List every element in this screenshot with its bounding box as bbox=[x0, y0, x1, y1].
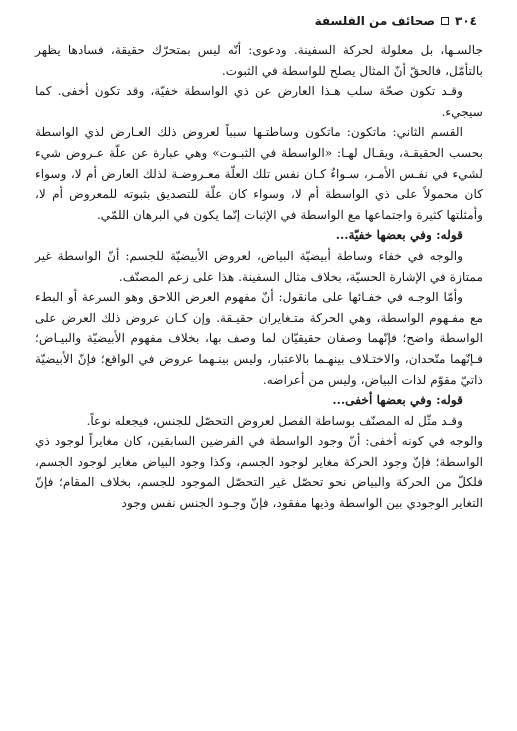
paragraph: وأمّا الوجـه في خفـائها على مانقول: أنّ مفهوم العرض اللاحق وهو السرعة أو البطء مع مفـهوم الواسطة، وهي الحركة متـغايران حقيـقة. وإن كـان عروض ذلك العرض على الواسطة واضح؛ فإنّهما وصفان حقيقيّان لما وصف بها، بخلاف مفهوم الأبيضيّة والبيـاض؛ فـإنّهما متّحدان، والاختـلاف بينهـما بالاعتبار، وليس بينـهما عروض في الواقع؛ فإنّ الأبيضيّة ذاتيّ مقوّم لذات البياض، وليس من أعراضه. bbox=[35, 290, 483, 387]
quote-heading: قوله: وفي بعضها خفيّة... bbox=[335, 228, 463, 243]
paragraph: جالسـها، بل معلولة لحركة السفينة. ودعوى: أنّه ليس بمتحرّك حقيقة، فسادها يظهر بالتأمّل، فالحقّ أنّ المثال يصلح للواسطة في الثبوت. bbox=[35, 43, 483, 78]
paragraph: وقـد تكون صحّة سلب هـذا العارض عن ذي الواسطة خفيّة، وقد تكون أخفى. كما سيجيء. bbox=[35, 84, 483, 119]
page-body bbox=[35, 40, 483, 514]
paragraph: والوجه في خفاء وساطة أبيضيّة البياض، لعروض الأبيضيّة للجسم: أنّ الواسطة غير ممتازة في الإشارة الحسيّة، بخلاف مثال السفينة. هذا على زعم المصنّف. bbox=[35, 248, 483, 284]
page-number: ٣٠٤ bbox=[455, 14, 477, 28]
quote-heading: قوله: وفي بعضها أخفى... bbox=[332, 393, 463, 408]
paragraph: والوجه في كونه أخفى: أنّ وجود الواسطة في الفرضين السابقين، كان مغايراً لوجود ذي الواسطة؛ فإنّ وجود الحركة مغاير لوجود الجسم، وكذا وجود البياض مغاير لوجود الجسم، فلكلّ من الحركة والبياض نحو تحصّل غير التحصّل الموجود للجسم، بخلاف المقام؛ فإنّ التغاير الوجودي بين الواسطة وذيها مفقود، فإنّ وجـود الجنس نفس وجود bbox=[35, 434, 483, 511]
page-header bbox=[315, 14, 477, 28]
paragraph: القسم الثاني: ماتكون: ماتكون وساطتـها سبباً لعروض ذلك العـارض لذي الواسطة بحسب الحقيقـة، ويقـال لهـا: «الواسطة في الثبـوت» وهي عبارة عن علّة عـروض شيء لشيء في نفـس الأمـر، سـواءٌ كـان نفس تلك العلّة معـروضـة لذلك العارض أم لا، وسواء كان محمولاً على ذي الواسطة أم لا، وسواء كان علّة للتصديق بثبوته للمعروض أم لا، وأمثلتها كثيرة واجتماعها مع الواسطة في الإثبات إنّما يكون في البرهان اللمّي. bbox=[35, 125, 483, 222]
book-title: صحائف من الفلسفة bbox=[314, 14, 436, 28]
square-bullet-icon bbox=[441, 17, 449, 25]
paragraph: وقـد مثّل له المصنّف بوساطة الفصل لعروض التحصّل للجنس، فيجعله نوعاً. bbox=[86, 413, 463, 428]
